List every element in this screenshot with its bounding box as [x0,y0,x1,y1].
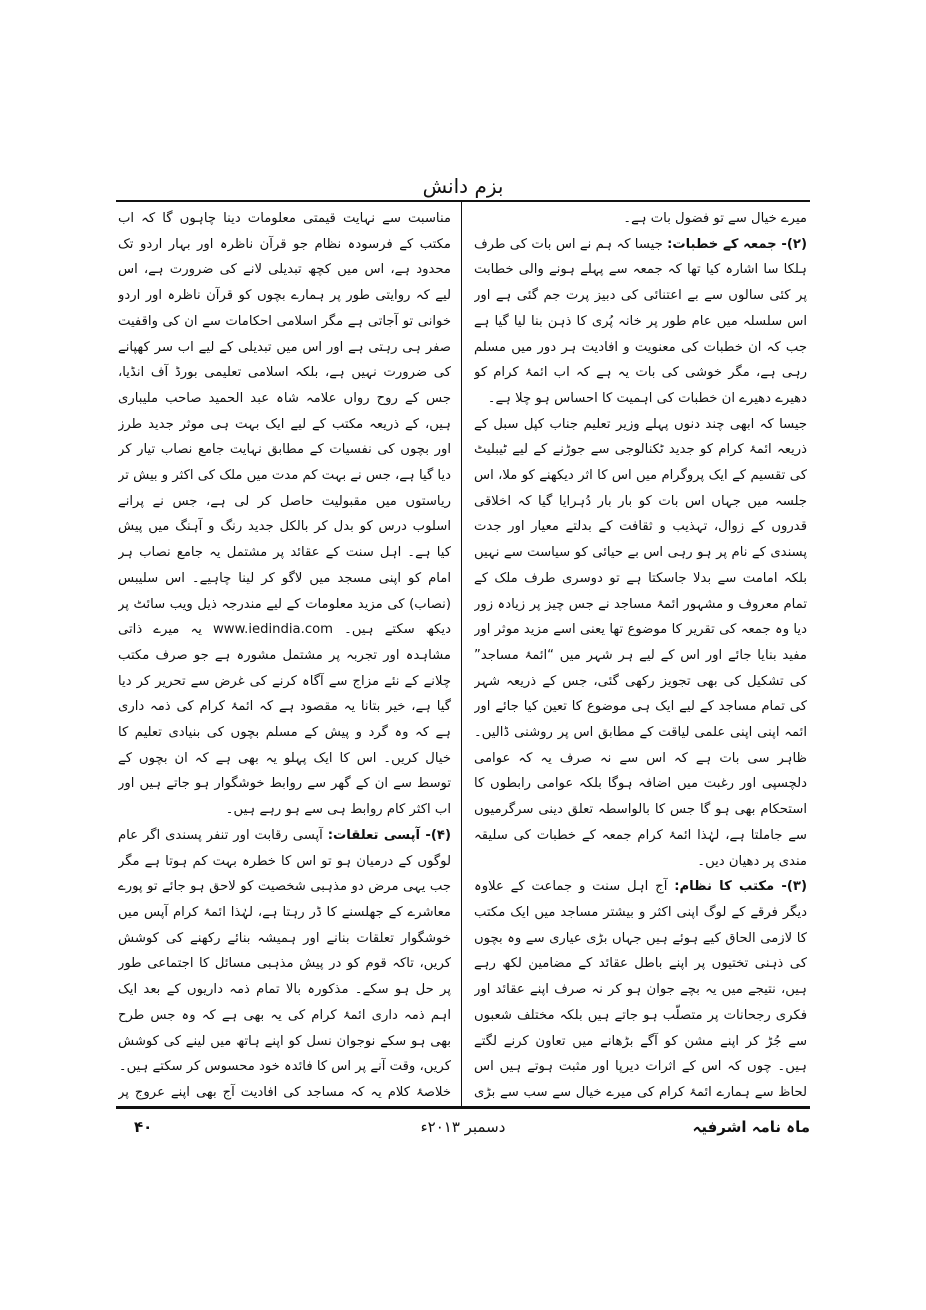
issue-date: دسمبر ۲۰۱۳ء [420,1118,506,1136]
paragraph: میرے خیال سے تو فضول بات ہے۔ [623,211,807,226]
paragraph [474,232,807,412]
header-rule [116,200,810,202]
paragraph-text: یہ میرے ذاتی مشاہدہ اور تجربہ پر مشتمل مشورہ ہے جو صرف مکتب چلانے کے نئے مزاج سے آگاہ کرنے کی غرض سے تحریر کر دیا گیا ہے، خیر بتانا یہ مقصود ہے کہ ائمۂ کرام کی ذمہ داری ہے کہ وہ گرد و پیش کے مسلم بچوں کی بنیادی تعلیم کا خیال کریں۔ اس کا ایک پہلو یہ بھی ہے کہ ان بچوں کے توسط سے ان کے گھر سے روابط خوشگوار ہو جاتے ہیں اور اب اکثر کام روابط ہی سے ہو رہے ہیں۔ [118,622,451,818]
page-number: ۴۰ [134,1118,153,1136]
footer-rule [116,1106,810,1109]
section-heading-juma-khutbat: (۲)- جمعہ کے خطبات: [667,236,807,252]
website-link[interactable]: www.iedindia.com [213,622,333,638]
paragraph [118,823,451,1080]
right-column [474,206,807,1102]
paragraph-text: آج اہل سنت و جماعت کے علاوہ دیگر فرقے کے لوگ اپنی اکثر و بیشتر مساجد میں ایک مکتب کا لازمی الحاق کیے ہوئے ہیں جہاں بڑی عیاری سے وہ بچوں کی ذہنی تختیوں پر اپنے باطل عقائد کے مضامین لکھ رہے ہیں، نتیجے میں یہ بچے جوان ہو کر نہ صرف اپنے عقائد اور فکری رجحانات پر متصلّب ہو جاتے ہیں بلکہ مختلف شعبوں سے جُڑ کر اپنے مشن کو آگے بڑھانے میں تعاون کرنے لگتے ہیں۔ چوں کہ اس کے اثرات دیرپا اور مثبت ہوتے ہیں اس لحاظ سے ہمارے ائمۂ کرام کی میرے خیال سے سب سے بڑی [474,879,807,1100]
section-heading-aapsi-taaluqat: (۴)- آپسی تعلقات: [327,827,451,843]
paragraph-text: جیسا کہ ہم نے اس بات کی طرف ہلکا سا اشارہ کیا تھا کہ جمعہ سے پہلے ہونے والی خطابت پر کئی سالوں سے بے اعتنائی کی دبیز پرت جم گئی ہے اور اس سلسلہ میں عام طور پر خانہ پُری کا ذہن بنا لیا گیا ہے جب کہ ان خطبات کی معنویت و افادیت ہر دور میں مسلم رہی ہے، مگر خوشی کی بات یہ ہے کہ اب ائمۂ کرام کو دھیرے دھیرے ان خطبات کی اہمیت کا احساس ہو چلا ہے۔ [474,236,807,406]
section-title: بزم دانش [422,174,504,198]
left-column [118,206,451,1102]
paragraph [118,206,451,823]
paragraph-text: آپسی رقابت اور تنفر پسندی اگر عام لوگوں کے درمیان ہو تو اس کا خطرہ بہت کم ہوتا ہے مگر جب یہی مرض دو مذہبی شخصیت کو لاحق ہو جائے تو پورے معاشرے کے جھلسنے کا ڈر رہتا ہے، لہٰذا ائمۂ کرام آپس میں خوشگوار تعلقات بنانے اور ہمیشہ بنائے رکھنے کی کوشش کریں، تاکہ قوم کو در پیش مذہبی مسائل کا اجتماعی طور پر حل ہو سکے۔ مذکورہ بالا تمام ذمہ داریوں کے بعد ایک اہم ذمہ داری ائمۂ کرام کی یہ بھی ہے کہ وہ جس طرح بھی ہو سکے نوجوان نسل کو اپنے ہاتھ میں لینے کی کوشش کریں، وقت آنے پر اس کا فائدہ خود محسوس کر سکتے ہیں۔ [118,827,451,1075]
paragraph [474,874,807,1102]
section-heading-maktab-nizam: (۳)- مکتب کا نظام: [674,879,807,895]
column-divider [461,202,462,1106]
paragraph: خلاصۂ کلام یہ کہ مساجد کی افادیت آج بھی اپنے عروج پر [118,1084,451,1100]
paragraph: جیسا کہ ابھی چند دنوں پہلے وزیر تعلیم جناب کپل سبل کے ذریعہ ائمۂ کرام کو جدید ٹکنالوجی سے جوڑنے کے لیے ٹیبلیٹ کی تقسیم کے ایک پروگرام میں اس کا اثر دیکھنے کو ملا، اس جلسہ میں جہاں اس بات کو بار بار دُہرایا گیا کہ اخلاقی قدروں کے زوال، تہذیب و ثقافت کے بدلتے معیار اور جدت پسندی کے نام پر ہو رہی اس بے حیائی کو سیاست سے نہیں بلکہ امامت سے بدلا جاسکتا ہے تو دوسری طرف ملک کے تمام معروف و مشہور ائمۂ مساجد نے جس چیز پر زیادہ زور دیا وہ جمعہ کی تقریر کا موضوع تھا یعنی اسے مزید موثر اور مفید بنایا جائے اور اس کے لیے ہر شہر میں “ائمۂ مساجد” کی تشکیل کی بھی تجویز رکھی گئی، جس کے ذریعہ شہر کی تمام مساجد کے لیے ایک ہی موضوع کا تعین کیا جائے اور ائمہ اپنی اپنی علمی لیاقت کے مطابق اس پر روشنی ڈالیں۔ ظاہر سی بات ہے کہ اس سے نہ صرف یہ کہ عوامی دلچسپی اور رغبت میں اضافہ ہوگا بلکہ عوامی رابطوں کا استحکام بھی ہو گا جس کا بالواسطہ تعلق دینی سرگرمیوں سے جاملتا ہے، لہٰذا ائمۂ کرام جمعہ کے خطبات کی سلیقہ مندی پر دھیان دیں۔ [474,416,807,869]
journal-name: ماہ نامہ اشرفیہ [692,1118,810,1136]
paragraph-text: مناسبت سے نہایت قیمتی معلومات دینا چاہوں گا کہ اب مکتب کے فرسودہ نظام جو قرآن ناظرہ اور بہار اردو تک محدود ہے، اس میں کچھ تبدیلی لانے کی ضرورت ہے، اس لیے کہ روایتی طور پر ہمارے بچوں کو قرآن ناظرہ اور اردو خوانی تو آجاتی ہے مگر اسلامی احکامات سے ان کی واقفیت صفر ہی رہتی ہے اور اس میں تبدیلی کے لیے اب سر کھپانے کی ضرورت نہیں ہے، بلکہ اسلامی تعلیمی بورڈ آف انڈیا، جس کے روح رواں علامہ شاہ عبد الحمید صاحب ملیباری ہیں، کے ذریعہ مکتب کے لیے ایک بہت ہی موثر جدید طرز اور بچوں کی نفسیات کے مطابق نہایت جامع نصاب تیار کر دیا گیا ہے، جس نے بہت کم مدت میں ملک کی اکثر و بیش تر ریاستوں میں مقبولیت حاصل کر لی ہے، جس نے پرانے اسلوب درس کو بدل کر بالکل جدید رنگ و آہنگ میں پیش کیا ہے۔ اہل سنت کے عقائد پر مشتمل یہ جامع نصاب ہر امام کو اپنی مسجد میں لاگو کر لینا چاہیے۔ اس سلیبس (نصاب) کی مزید معلومات کے لیے مندرجہ ذیل ویب سائٹ پر دیکھ سکتے ہیں۔ [118,211,451,638]
